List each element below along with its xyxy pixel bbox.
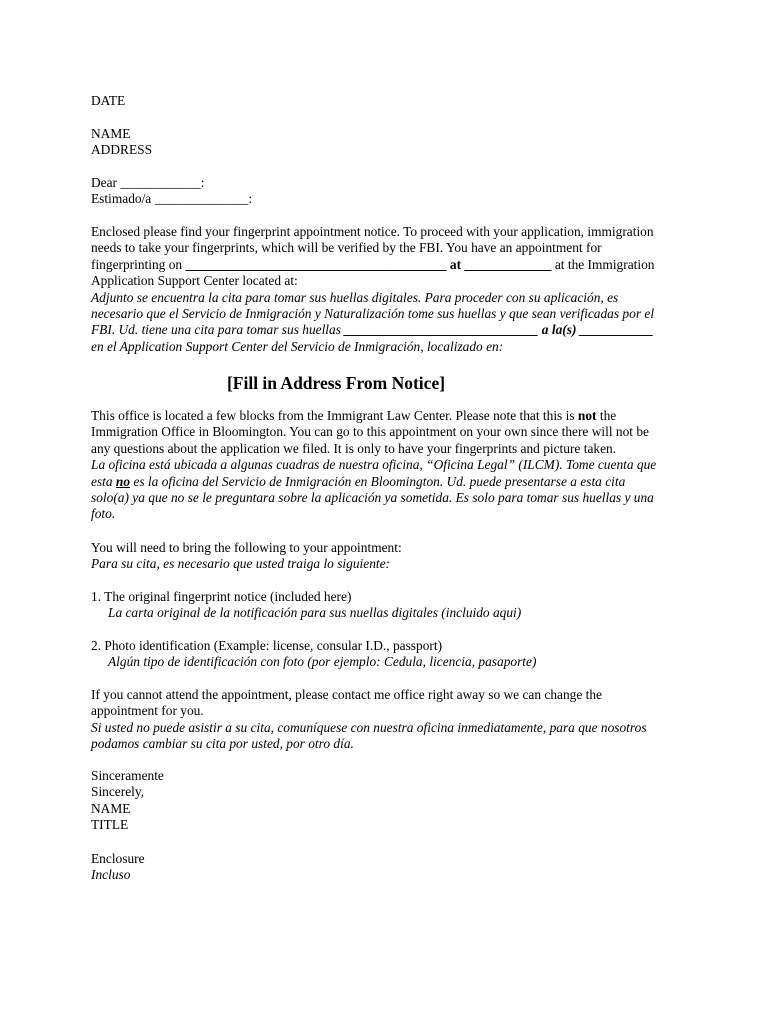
closing-es: Sinceramente	[91, 768, 164, 783]
intro-en-line: Application Support Center located at:	[91, 273, 298, 289]
intro-es-line: en el Application Support Center del Servicio de Inmigración, localizado en:	[91, 338, 504, 354]
greeting-block	[91, 175, 691, 208]
bring-en: You will need to bring the following to your appointment:	[91, 540, 402, 555]
contact-en-line: If you cannot attend the appointment, please contact me office right away so we can change the	[91, 687, 603, 702]
office-en-line	[91, 408, 711, 424]
contact-en-line: appointment for you.	[91, 703, 204, 719]
recipient-name: NAME	[91, 126, 131, 141]
item-es: Algún tipo de identificación con foto (por ejemplo: Cedula, licencia, pasaporte)	[108, 654, 537, 670]
intro-en-text: fingerprinting on	[91, 256, 186, 272]
office-es-text: es la oficina del Servicio de Inmigración en Bloomington. Ud. puede presentarse a esta cita	[130, 473, 626, 489]
intro-en-text: at the Immigration	[551, 256, 655, 272]
closing-en: Sincerely,	[91, 784, 145, 800]
office-paragraph	[91, 408, 711, 523]
recipient-address: ADDRESS	[91, 142, 153, 158]
office-en-line: any questions about the application we filed. It is only to have your fingerprints and picture taken.	[91, 440, 617, 456]
appointment-date-blank: _______________________________________ at _____________	[185, 256, 552, 272]
office-es-line: La oficina está ubicada a algunas cuadras de nuestra oficina, “Oficina Legal” (ILCM). Tome cuenta que	[91, 457, 657, 473]
bring-es: Para su cita, es necesario que usted traiga lo siguiente:	[91, 556, 391, 572]
cita-date-blank: _____________________________ a la(s) ___________	[344, 322, 654, 338]
office-en-text: This office is located a few blocks from the Immigrant Law Center. Please note that this is	[91, 408, 578, 423]
enclosure-block	[91, 851, 691, 884]
intro-en-line: Enclosed please find your fingerprint appointment notice. To proceed with your application, immigration	[91, 224, 654, 239]
list-item	[91, 638, 691, 671]
office-es-line	[91, 474, 711, 490]
office-no-emphasis: no	[115, 473, 131, 489]
intro-paragraph	[91, 224, 711, 355]
item-es: La carta original de la notificación para sus nuellas digitales (incluido aqui)	[108, 605, 522, 621]
item-en: 1. The original fingerprint notice (included here)	[91, 589, 352, 604]
intro-es-line: necesario que el Servicio de Inmigración y Naturalización tome sus huellas y que sean verificadas por el	[91, 306, 655, 322]
greeting-es: Estimado/a ______________:	[91, 191, 253, 207]
contact-paragraph	[91, 687, 711, 753]
list-item	[91, 589, 691, 622]
office-en-text: the	[596, 408, 617, 423]
greeting-en: Dear ____________:	[91, 175, 205, 190]
address-placeholder-heading	[0, 373, 770, 393]
intro-es-text: FBI. Ud. tiene una cita para tomar sus huellas	[91, 322, 345, 338]
date-line: DATE	[91, 93, 126, 108]
closing-block	[91, 768, 691, 834]
address-placeholder-text: [Fill in Address From Notice]	[226, 373, 446, 393]
recipient-block	[91, 126, 691, 159]
item-en: 2. Photo identification (Example: license, consular I.D., passport)	[91, 638, 443, 653]
enclosure-en: Enclosure	[91, 851, 145, 866]
office-not-emphasis: not	[577, 408, 597, 423]
intro-es-line	[91, 322, 711, 338]
office-es-text: esta	[91, 473, 116, 489]
contact-es-line: Si usted no puede asistir a su cita, comuníquese con nuestra oficina inmediatamente, para que nosotros	[91, 719, 647, 735]
signer-name: NAME	[91, 800, 131, 816]
letter-header	[91, 93, 691, 109]
bring-paragraph	[91, 540, 691, 573]
office-en-line: Immigration Office in Bloomington. You can go to this appointment on your own since there will not be	[91, 424, 649, 440]
intro-en-line	[91, 257, 711, 273]
intro-es-line: Adjunto se encuentra la cita para tomar sus huellas digitales. Para proceder con su aplicación, es	[91, 289, 619, 305]
intro-en-line: needs to take your fingerprints, which will be verified by the FBI. You have an appointment for	[91, 240, 602, 256]
office-es-line: solo(a) ya que no se le preguntara sobre la aplicación ya sometida. Es solo para tomar sus huellas y una	[91, 490, 654, 506]
contact-es-line: podamos cambiar su cita por usted, por otro día.	[91, 736, 354, 752]
enclosure-es: Incluso	[91, 867, 131, 883]
signer-title: TITLE	[91, 817, 129, 833]
office-es-line: foto.	[91, 506, 116, 522]
